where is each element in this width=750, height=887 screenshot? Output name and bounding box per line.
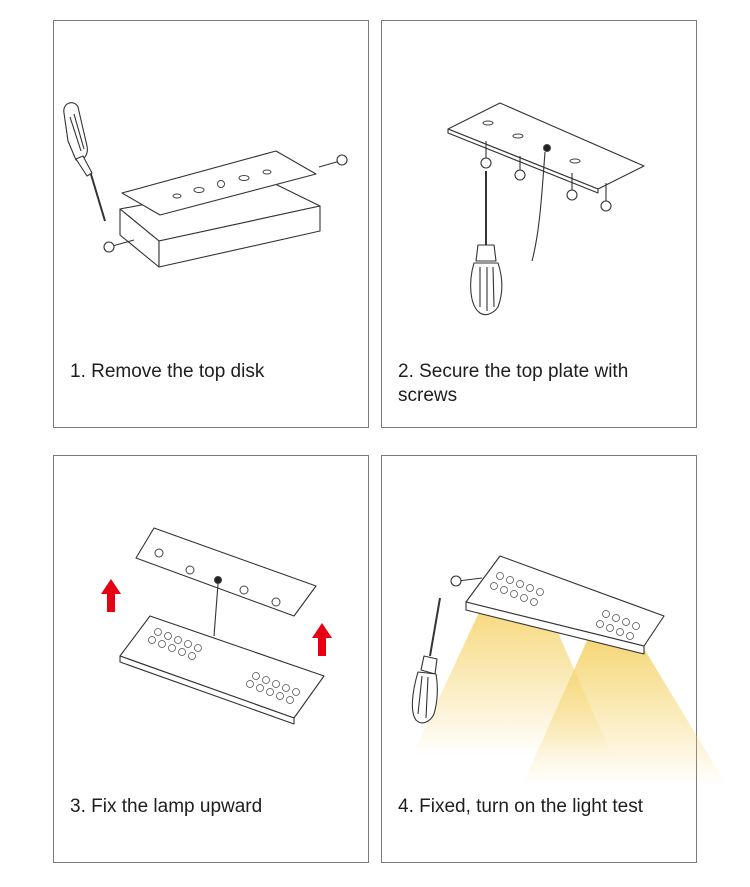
screwdriver-icon xyxy=(64,103,105,221)
up-arrow-icon xyxy=(312,623,332,656)
step-1-panel xyxy=(53,20,369,428)
step-4-illustration xyxy=(382,456,696,776)
step-2-illustration xyxy=(382,21,696,341)
step-3-panel xyxy=(53,455,369,863)
screwdriver-icon xyxy=(471,171,502,315)
mounting-plate-icon xyxy=(448,103,644,193)
step-1-illustration xyxy=(54,21,368,341)
step-1-caption: 1. Remove the top disk xyxy=(70,361,265,382)
step-3-illustration xyxy=(54,456,368,776)
mounting-plate-icon xyxy=(136,528,316,616)
step-4-panel xyxy=(381,455,697,863)
screwdriver-icon xyxy=(412,598,440,723)
up-arrow-icon xyxy=(101,579,121,612)
step-4-caption: 4. Fixed, turn on the light test xyxy=(398,796,644,817)
screw-icon xyxy=(451,576,482,586)
lamp-body-icon xyxy=(120,616,324,724)
step-2-caption: 2. Secure the top plate with screws xyxy=(398,361,629,406)
step-3-caption: 3. Fix the lamp upward xyxy=(70,796,263,817)
step-2-panel xyxy=(381,20,697,428)
